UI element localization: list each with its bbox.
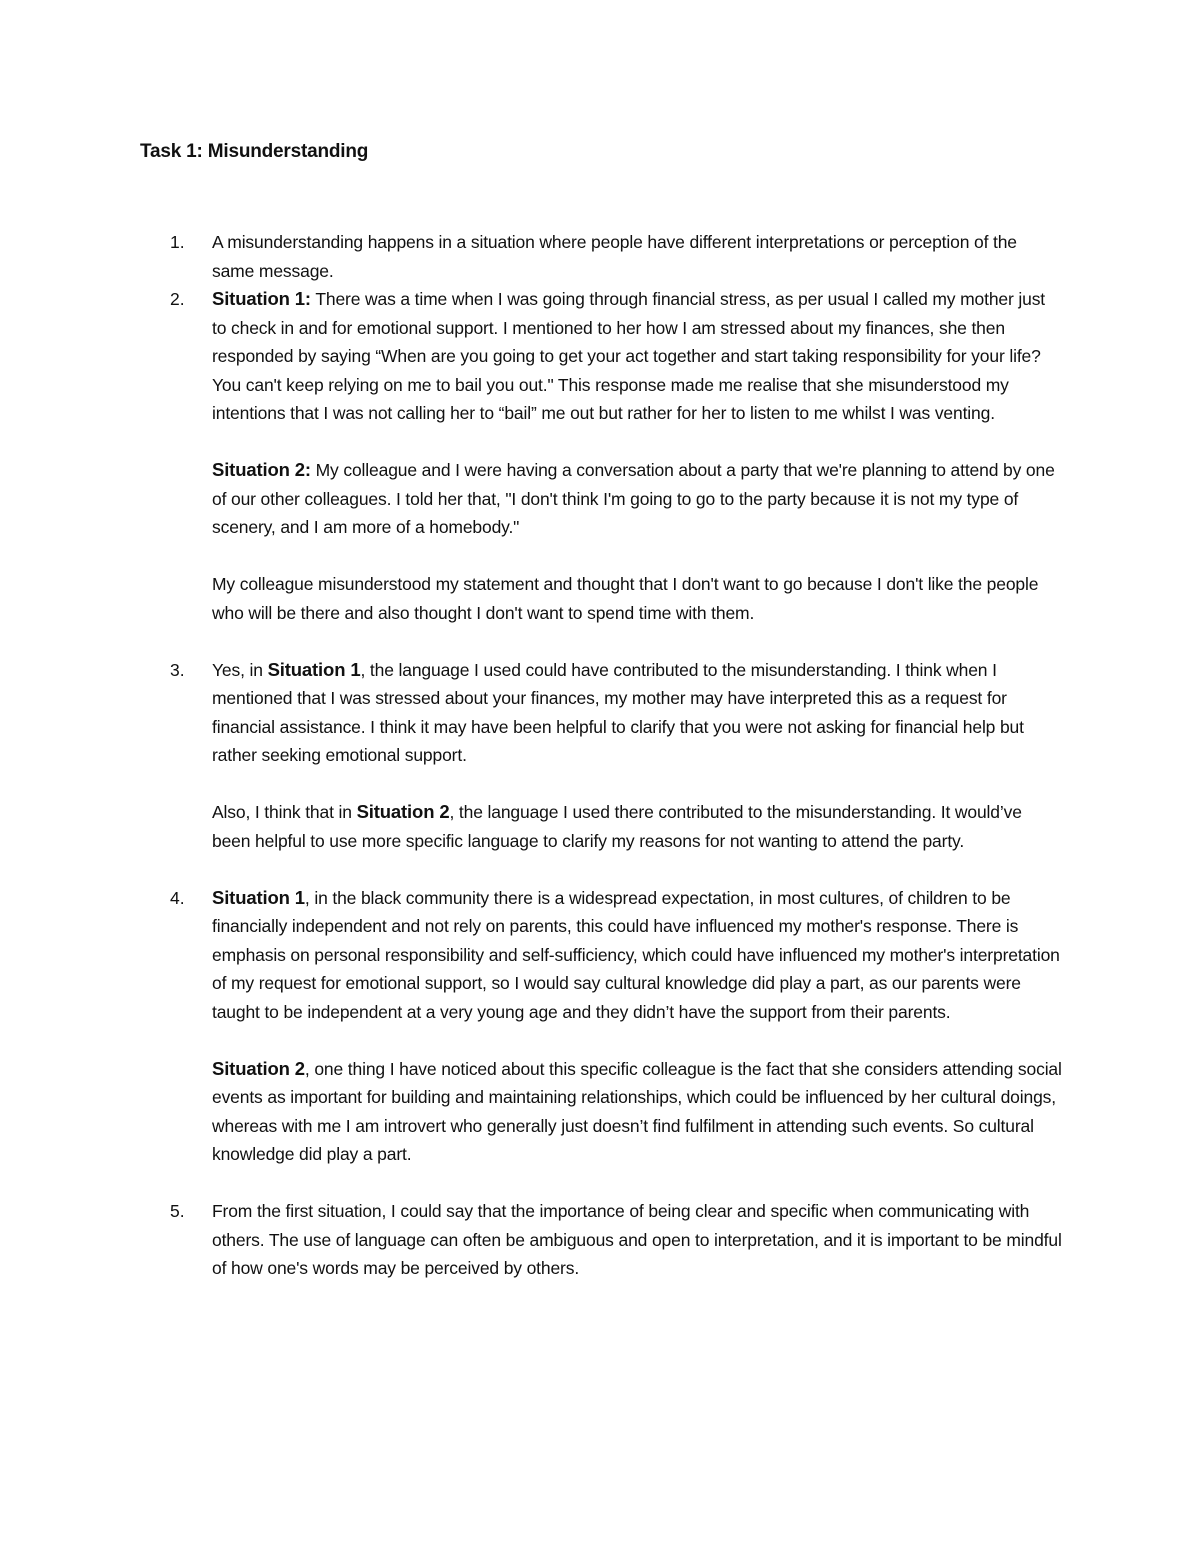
item-number: 3.: [170, 659, 185, 680]
item-text: A misunderstanding happens in a situation where people have different interpretations or perception of the same message.: [212, 232, 1017, 281]
paragraph-text: Yes, in: [212, 659, 268, 680]
list-item-3: [0, 656, 1200, 856]
paragraph-text: , the language I used could have contributed to the misunderstanding. I think when I mentioned that I was stressed about your finances, my mother may have interpreted this as a request for financial assistance. I think it may have been helpful to clarify that you were not asking for financial help but rather seeking emotional support.: [212, 659, 1024, 765]
answer-list: [0, 228, 1200, 1283]
situation-label: Situation 2:: [212, 459, 311, 480]
paragraph: [212, 656, 1062, 770]
list-item-5: [0, 1197, 1200, 1283]
item-number: 5.: [170, 1201, 185, 1221]
situation-label: Situation 1: [267, 658, 361, 680]
paragraph: [212, 1055, 1062, 1169]
list-item-1: [0, 228, 1200, 285]
page-title: Task 1: Misunderstanding: [140, 141, 369, 162]
item-text: From the first situation, I could say that the importance of being clear and specific when communicating with others. The use of language can often be ambiguous and open to interpretation, and it is important to be mindful of how one's words may be perceived by others.: [212, 1201, 1062, 1278]
paragraph-text: My colleague and I were having a conversation about a party that we're planning to attend by one of our other colleagues. I told her that, "I don't think I'm going to go to the party because it is not my type of scenery, and I am more of a homebody.": [212, 460, 1055, 537]
situation-label: Situation 2: [356, 801, 450, 822]
list-item-4: [0, 884, 1200, 1169]
paragraph-text: , one thing I have noticed about this specific colleague is the fact that she considers attending social events as important for building and maintaining relationships, which could be influenced by her cultural doings, whereas with me I am introvert who generally just doesn’t find fulfilment in attending such events. So cultural knowledge did play a part.: [212, 1058, 1062, 1164]
situation-1-paragraph: [212, 285, 1062, 428]
item-number: 4.: [170, 887, 185, 908]
situation-label: Situation 2: [212, 1057, 305, 1079]
paragraph: [212, 884, 1062, 1027]
paragraph: [212, 798, 1062, 855]
situation-2-paragraph: [212, 456, 1062, 542]
situation-label: Situation 1: [212, 886, 305, 908]
situation-label: Situation 1:: [212, 288, 311, 309]
list-item-2: [0, 285, 1200, 627]
item-number: 1.: [170, 232, 185, 252]
paragraph-text: , the language I used there contributed to the misunderstanding. It would’ve been helpful to use more specific language to clarify my reasons for not wanting to attend the party.: [212, 802, 1022, 851]
item-number: 2.: [170, 289, 185, 309]
paragraph: My colleague misunderstood my statement and thought that I don't want to go because I don't like the people who will be there and also thought I don't want to spend time with them.: [212, 574, 1039, 623]
paragraph-text: , in the black community there is a widespread expectation, in most cultures, of children to be financially independent and not rely on parents, this could have influenced my mother's response. There is emphasis on personal responsibility and self-sufficiency, which could have influenced my mother's interpretation of my request for emotional support, so I would say cultural knowledge did play a part, as our parents were taught to be independent at a very young age and they didn’t have the support from their parents.: [212, 887, 1060, 1022]
paragraph-text: Also, I think that in: [212, 802, 357, 822]
paragraph-text: There was a time when I was going through financial stress, as per usual I called my mother just to check in and for emotional support. I mentioned to her how I am stressed about my finances, she then responded by saying “When are you going to get your act together and start taking responsibility for your life? You can't keep relying on me to bail you out." This response made me realise that she misunderstood my intentions that I was not calling her to “bail” me out but rather for her to listen to me whilst I was venting.: [212, 289, 1046, 423]
